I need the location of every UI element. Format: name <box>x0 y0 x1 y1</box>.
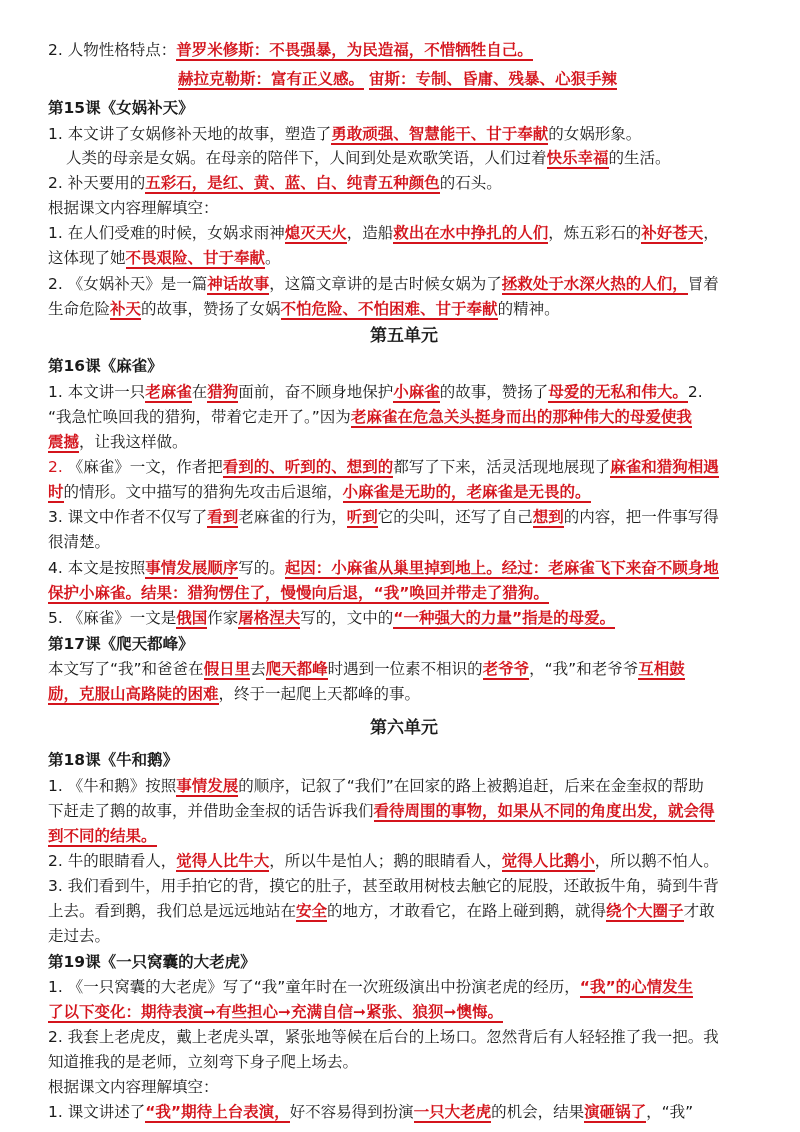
text-line <box>48 455 760 479</box>
text-segment: 4. 本文是按照 <box>48 559 146 577</box>
answer-highlight: “我”期待上台表演， <box>145 1103 290 1121</box>
text-segment: 第六单元 <box>370 718 438 738</box>
text-line <box>48 430 760 454</box>
lesson-heading <box>48 748 760 772</box>
text-segment: 1. 《一只窝囊的大老虎》写了“我”童年时在一次班级演出中扮演老虎的经历， <box>48 978 580 996</box>
answer-highlight: 五彩石，是红、黄、蓝、白、纯青五种颜色 <box>145 174 440 192</box>
answer-highlight: 补天 <box>110 300 142 318</box>
answer-highlight: 勇敢顽强、智慧能干、甘于奉献 <box>331 125 549 143</box>
text-segment: 面前，奋不顾身地保护 <box>238 383 394 401</box>
text-segment: 时遇到一位素不相识的 <box>327 660 483 678</box>
answer-highlight: 安全 <box>296 902 328 920</box>
answer-highlight: 不怕危险、不怕困难、甘于奉献 <box>280 300 498 318</box>
text-segment: 很清楚。 <box>48 533 111 551</box>
bullet-line <box>48 38 760 62</box>
text-segment: 冒着 <box>687 275 719 293</box>
text-line <box>48 657 760 681</box>
text-segment: 1. 本文讲一只 <box>48 383 146 401</box>
answer-highlight: 神话故事 <box>207 275 270 293</box>
text-segment: 的顺序，记叙了“我们”在回家的路上被鹅追赶，后来在金奎叔的帮助 <box>238 777 704 795</box>
text-segment: 上去。看到鹅，我们总是远远地站在 <box>48 902 297 920</box>
text-segment: 根据课文内容理解填空： <box>48 1078 219 1096</box>
answer-highlight: 看到 <box>207 508 239 526</box>
lesson-heading <box>48 632 760 656</box>
text-segment: 作家 <box>207 609 239 627</box>
answer-highlight: 小麻雀 <box>393 383 440 401</box>
answer-highlight: 麻雀和猎狗相遇 <box>610 458 719 476</box>
answer-highlight: 救出在水中挣扎的人们 <box>393 224 549 242</box>
answer-highlight: 了以下变化：期待表演➞有些担心➞充满自信➞紧张、狼狈➞懊悔。 <box>48 1003 503 1021</box>
text-segment: 的石头。 <box>439 174 502 192</box>
text-segment: “我急忙唤回我的猎狗，带着它走开了。”因为 <box>48 408 351 426</box>
text-segment: 1. 《牛和鹅》按照 <box>48 777 177 795</box>
answer-highlight: “一种强大的力量”指是的母爱。 <box>393 609 616 627</box>
text-line <box>48 1025 760 1049</box>
text-segment: 。 <box>265 249 281 267</box>
answer-highlight: 拯救处于水深火热的人们， <box>501 275 688 293</box>
text-line <box>48 405 760 429</box>
text-segment: 第五单元 <box>370 326 438 346</box>
text-line <box>48 606 760 630</box>
answer-highlight: 小麻雀是无助的，老麻雀是无畏的。 <box>342 483 591 501</box>
text-segment: 好不容易得到扮演 <box>289 1103 414 1121</box>
text-segment: 写的。 <box>238 559 285 577</box>
text-segment: 的女娲形象。 <box>548 125 642 143</box>
text-segment: ，这篇文章讲的是古时候女娲为了 <box>269 275 502 293</box>
answer-highlight: 绕个大圈子 <box>606 902 684 920</box>
text-segment: 2. <box>687 383 703 401</box>
text-segment: 写的，文中的 <box>300 609 394 627</box>
unit-heading <box>48 323 760 349</box>
text-segment: 的情形。文中描写的猎狗先攻击后退缩， <box>63 483 343 501</box>
answer-highlight: 熄灭天火 <box>284 224 347 242</box>
text-line <box>48 799 760 823</box>
text-segment: 1. 在人们受难的时候，女娲求雨神 <box>48 224 285 242</box>
answer-highlight: 看到的、听到的、想到的 <box>222 458 394 476</box>
text-segment: 才敢 <box>683 902 715 920</box>
text-segment: 2. 补天要用的 <box>48 174 146 192</box>
text-line <box>48 122 760 146</box>
text-line <box>48 146 778 170</box>
answer-highlight: 想到 <box>532 508 564 526</box>
answer-highlight: “我”的心情发生 <box>579 978 694 996</box>
text-segment: 的故事，赞扬了 <box>439 383 549 401</box>
answer-highlight: 听到 <box>346 508 378 526</box>
text-segment: 3. 我们看到牛，用手拍它的背，摸它的肚子，甚至敢用树枝去触它的屁股，还敢扳牛角，骑到牛背 <box>48 877 719 895</box>
answer-highlight: 起因：小麻雀从巢里掉到地上。经过：老麻雀飞下来奋不顾身地 <box>284 559 719 577</box>
text-segment: 1. 课文讲述了 <box>48 1103 146 1121</box>
text-line <box>48 824 760 848</box>
text-segment: 1. 本文讲了女娲修补天地的故事，塑造了 <box>48 125 332 143</box>
text-line <box>48 221 760 245</box>
text-line <box>48 480 760 504</box>
answer-highlight: 假日里 <box>203 660 251 678</box>
text-segment: ，终于一起爬上天都峰的事。 <box>218 685 421 703</box>
text-line <box>48 899 760 923</box>
answer-highlight: 宙斯：专制、昏庸、残暴、心狠手辣 <box>368 70 617 88</box>
answer-highlight: 猎狗 <box>207 383 239 401</box>
text-line <box>48 196 760 220</box>
text-line <box>48 849 760 873</box>
text-segment: 都写了下来，活灵活现地展现了 <box>393 458 611 476</box>
text-segment: 第15课《女娲补天》 <box>48 99 194 117</box>
answer-highlight: 爬天都峰 <box>265 660 328 678</box>
answer-highlight: 事情发展 <box>176 777 239 795</box>
answer-highlight: 不畏艰险、甘于奉献 <box>125 249 266 267</box>
unit-heading <box>48 715 760 741</box>
text-line <box>48 1100 760 1124</box>
text-segment: 根据课文内容理解填空： <box>48 199 219 217</box>
answer-highlight: 赫拉克勒斯：富有正义感。 <box>178 70 365 88</box>
text-segment: 第16课《麻雀》 <box>48 357 163 375</box>
text-segment: 第19课《一只窝囊的大老虎》 <box>48 953 256 971</box>
text-segment: ， <box>703 224 719 242</box>
text-segment: 的地方，才敢看它，在路上碰到鹅，就得 <box>327 902 607 920</box>
text-segment: 的精神。 <box>497 300 560 318</box>
text-segment: 第18课《牛和鹅》 <box>48 751 179 769</box>
text-segment: ，“我”和老爷爷 <box>529 660 639 678</box>
text-line <box>48 1000 760 1024</box>
text-segment: 知道推我的是老师，立刻弯下身子爬上场去。 <box>48 1053 359 1071</box>
text-line <box>48 682 760 706</box>
text-segment: 的机会，结果 <box>491 1103 585 1121</box>
text-line <box>48 297 760 321</box>
text-line <box>48 774 760 798</box>
text-segment: 2. 我套上老虎皮，戴上老虎头罩，紧张地等候在后台的上场口。忽然背后有人轻轻推了我一把。我 <box>48 1028 719 1046</box>
text-line <box>48 1075 760 1099</box>
text-segment: ，炼五彩石的 <box>548 224 642 242</box>
text-line <box>48 556 760 580</box>
answer-highlight: 普罗米修斯：不畏强暴，为民造福，不惜牺牲自己。 <box>176 41 533 59</box>
text-line <box>48 272 760 296</box>
text-segment: 这体现了她 <box>48 249 126 267</box>
text-segment: 去 <box>250 660 266 678</box>
answer-highlight: 觉得人比鹅小 <box>501 852 595 870</box>
text-line <box>48 505 760 529</box>
answer-highlight: 快乐幸福 <box>546 149 609 167</box>
text-segment: 《麻雀》一文，作者把 <box>67 458 223 476</box>
answer-highlight: 事情发展顺序 <box>145 559 239 577</box>
text-line <box>48 380 760 404</box>
text-segment: ，造船 <box>346 224 394 242</box>
text-line <box>48 246 760 270</box>
item-number: 2. <box>48 458 68 476</box>
answer-highlight: 老爷爷 <box>482 660 530 678</box>
text-segment: 走过去。 <box>48 927 111 945</box>
text-line <box>48 171 760 195</box>
answer-highlight: 觉得人比牛大 <box>176 852 270 870</box>
answer-highlight: 屠格涅夫 <box>238 609 301 627</box>
text-segment: ，所以牛是怕人；鹅的眼睛看人， <box>269 852 502 870</box>
answer-highlight: 互相鼓 <box>638 660 685 678</box>
text-segment: 5. 《麻雀》一文是 <box>48 609 177 627</box>
bullet-line <box>48 67 800 91</box>
answer-highlight: 震撼 <box>48 433 80 451</box>
text-segment: 2. 牛的眼睛看人， <box>48 852 177 870</box>
text-segment: 2. 《女娲补天》是一篇 <box>48 275 208 293</box>
text-segment: 下赶走了鹅的故事，并借助金奎叔的话告诉我们 <box>48 802 374 820</box>
answer-highlight: 励，克服山高路陡的困难 <box>48 685 219 703</box>
answer-highlight: 俄国 <box>176 609 208 627</box>
answer-highlight: 老麻雀在危急关头挺身而出的那种伟大的母爱使我 <box>350 408 692 426</box>
answer-highlight: 一只大老虎 <box>413 1103 492 1121</box>
text-line <box>48 581 760 605</box>
answer-highlight: 补好苍天 <box>641 224 704 242</box>
text-segment: 人类的母亲是女娲。在母亲的陪伴下，人间到处是欢歌笑语，人们过着 <box>66 149 547 167</box>
text-line <box>48 874 760 898</box>
lesson-heading <box>48 96 760 120</box>
answer-highlight: 看待周围的事物，如果从不同的角度出发，就会得 <box>373 802 715 820</box>
text-line <box>48 975 760 999</box>
answer-highlight: 到不同的结果。 <box>48 827 157 845</box>
text-segment: 的生活。 <box>608 149 671 167</box>
text-segment: 第17课《爬天都峰》 <box>48 635 194 653</box>
text-line <box>48 1050 760 1074</box>
answer-highlight: 老麻雀 <box>145 383 192 401</box>
text-segment: 它的尖叫，还写了自己 <box>377 508 533 526</box>
text-segment: ，所以鹅不怕人。 <box>594 852 719 870</box>
text-segment: 3. 课文中作者不仅写了 <box>48 508 208 526</box>
text-segment: ，“我” <box>646 1103 694 1121</box>
answer-highlight: 母爱的无私和伟大。 <box>548 383 688 401</box>
answer-highlight: 时 <box>48 483 64 501</box>
text-segment: 本文写了“我”和爸爸在 <box>48 660 204 678</box>
text-segment: 在 <box>191 383 208 401</box>
answer-highlight: 保护小麻雀。结果：猎狗愣住了，慢慢向后退，“我”唤回并带走了猎狗。 <box>48 584 549 602</box>
text-segment: 2. 人物性格特点： <box>48 41 177 59</box>
lesson-heading <box>48 950 760 974</box>
text-segment: 老麻雀的行为， <box>238 508 347 526</box>
text-segment: 生命危险 <box>48 300 111 318</box>
answer-highlight: 演砸锅了 <box>584 1103 647 1121</box>
text-segment: ，让我这样做。 <box>79 433 188 451</box>
text-line <box>48 924 760 948</box>
lesson-heading <box>48 354 760 378</box>
text-segment: 的内容，把一件事写得 <box>563 508 719 526</box>
text-line <box>48 530 760 554</box>
text-segment: 的故事，赞扬了女娲 <box>141 300 281 318</box>
